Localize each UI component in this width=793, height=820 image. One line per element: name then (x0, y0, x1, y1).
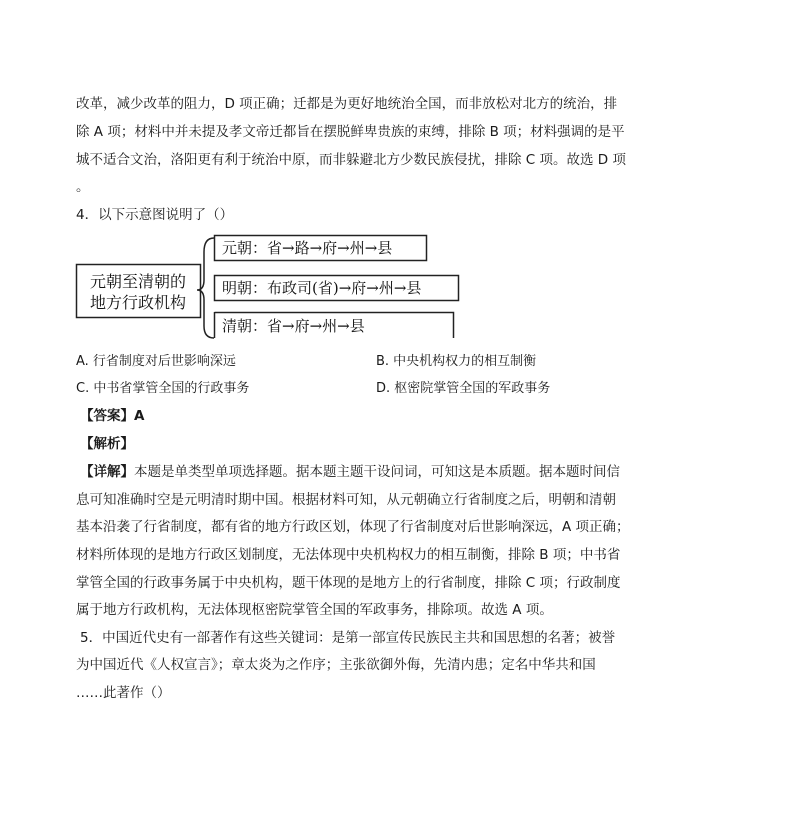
diagram-label-line-2: 地方行政机构 (89, 293, 187, 312)
question-5-line-1: 5．中国近代史有一部著作有这些关键词：是第一部宣传民族民主共和国思想的名著；被誉 (80, 630, 616, 646)
question-4-stem: 4．以下示意图说明了（） (76, 207, 234, 223)
detail-line-2: 息可知准确时空是元明清时期中国。根据材料可知，从元朝确立行省制度之后，明朝和清朝 (76, 492, 616, 508)
diagram-row-ming: 明朝：布政司(省)→府→州→县 (222, 279, 422, 297)
diagram-brace (197, 238, 214, 338)
analysis-tag: 【解析】 (80, 436, 134, 452)
detail-line-4: 材料所体现的是地方行政区划制度，无法体现中央机构权力的相互制衡，排除 B 项；中书省 (76, 547, 621, 563)
prev-answer-line-2: 除 A 项；材料中并未提及孝文帝迁都旨在摆脱鲜卑贵族的束缚，排除 B 项；材料强调的是平 (76, 124, 625, 140)
question-5-line-3: ……此著作（） (76, 685, 171, 701)
option-c: C. 中书省掌管全国的行政事务 (76, 381, 250, 396)
prev-answer-line-1: 改革，减少改革的阻力，D 项正确；迁都是为更好地统治全国，而非放松对北方的统治，排 (76, 96, 618, 112)
prev-answer-line-4: 。 (76, 179, 90, 195)
diagram-row-qing: 清朝：省→府→州→县 (222, 317, 365, 335)
detail-tag: 【详解】 (80, 464, 134, 480)
answer-value: A (134, 408, 145, 424)
detail-line-5: 掌管全国的行政事务属于中央机构，题干体现的是地方上的行省制度，排除 C 项；行政制度 (76, 575, 621, 591)
detail-text-1: 本题是单类型单项选择题。据本题主题干设问词，可知这是本质题。据本题时间信 (134, 464, 620, 480)
detail-line-3: 基本沿袭了行省制度，都有省的地方行政区划，体现了行省制度对后世影响深远，A 项正确； (76, 519, 630, 535)
prev-answer-line-3: 城不适合文治，洛阳更有利于统治中原，而非躲避北方少数民族侵扰，排除 C 项。故选 D 项 (76, 152, 626, 168)
diagram-row-yuan: 元朝：省→路→府→州→县 (222, 239, 393, 257)
option-a: A. 行省制度对后世影响深远 (76, 354, 236, 369)
option-d: D. 枢密院掌管全国的军政事务 (376, 381, 551, 396)
option-b: B. 中央机构权力的相互制衡 (376, 354, 537, 369)
answer-row (80, 406, 144, 426)
detail-line-6: 属于地方行政机构，无法体现枢密院掌管全国的军政事务，排除项。故选 A 项。 (76, 602, 553, 618)
answer-tag: 【答案】 (80, 408, 134, 424)
detail-line-1 (80, 462, 620, 482)
question-5-line-2: 为中国近代《人权宣言》；章太炎为之作序；主张欲御外侮，先清内患；定名中华共和国 (76, 657, 596, 673)
diagram-label-line-1: 元朝至清朝的 (89, 272, 187, 291)
